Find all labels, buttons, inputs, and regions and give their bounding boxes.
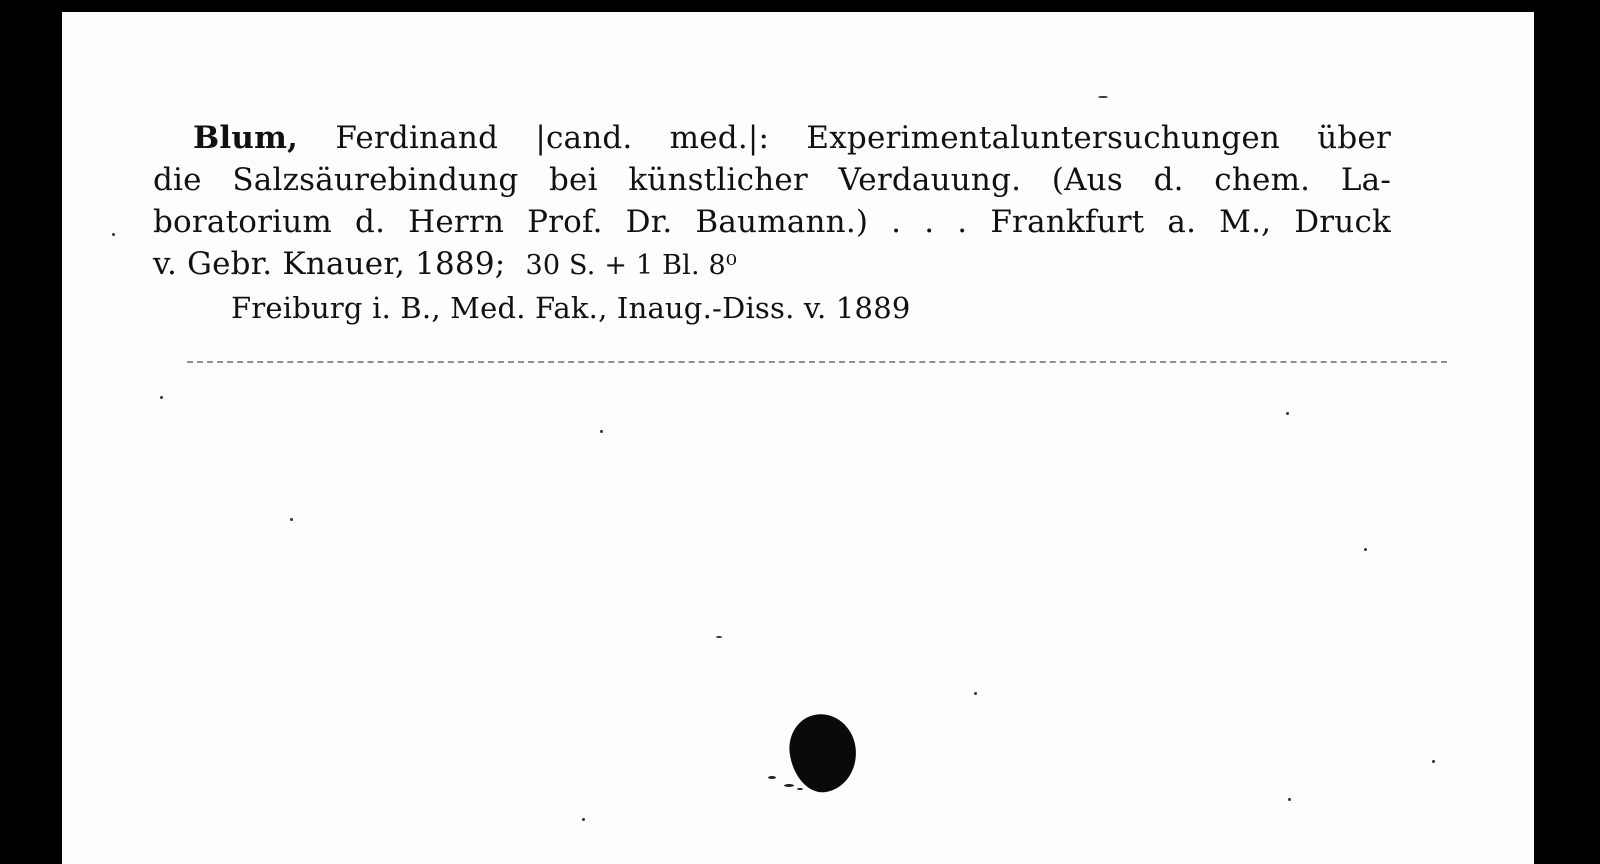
separator-rule <box>187 361 1447 363</box>
entry-line-4 <box>153 243 1391 287</box>
entry-line-3: boratorium d. Herrn Prof. Dr. Baumann.) . . . Frankfurt a. M., Druck <box>153 204 1391 240</box>
entry-line-1-text: Ferdinand |cand. med.|: Experimentaluntersuchungen über <box>298 120 1391 156</box>
ink-speck <box>784 784 794 787</box>
entry-line-2: die Salzsäurebindung bei künstlicher Verdauung. (Aus d. chem. La- <box>153 162 1391 198</box>
ink-blot <box>785 710 861 796</box>
paper-speck <box>160 396 163 399</box>
catalog-card <box>62 12 1534 864</box>
author-name: Blum, <box>193 120 299 156</box>
paper-speck <box>290 518 293 521</box>
ink-speck <box>768 776 776 779</box>
paper-speck <box>1364 548 1367 551</box>
paper-speck <box>600 430 603 433</box>
paper-speck <box>1288 798 1291 801</box>
paper-speck <box>1432 760 1435 763</box>
paper-speck <box>974 692 977 695</box>
paper-speck <box>582 818 585 821</box>
ink-speck <box>797 788 803 790</box>
publisher-year: v. Gebr. Knauer, 1889; <box>153 246 506 282</box>
entry-line-1 <box>153 117 1391 159</box>
paper-speck <box>112 233 115 236</box>
collation: 30 S. + 1 Bl. 8⁰ <box>525 250 737 281</box>
bibliographic-entry <box>153 117 1391 329</box>
paper-speck <box>1286 412 1289 415</box>
paper-speck <box>1098 96 1108 98</box>
paper-speck <box>716 636 722 638</box>
dissertation-note: Freiburg i. B., Med. Fak., Inaug.-Diss. v. 1889 <box>231 291 911 325</box>
